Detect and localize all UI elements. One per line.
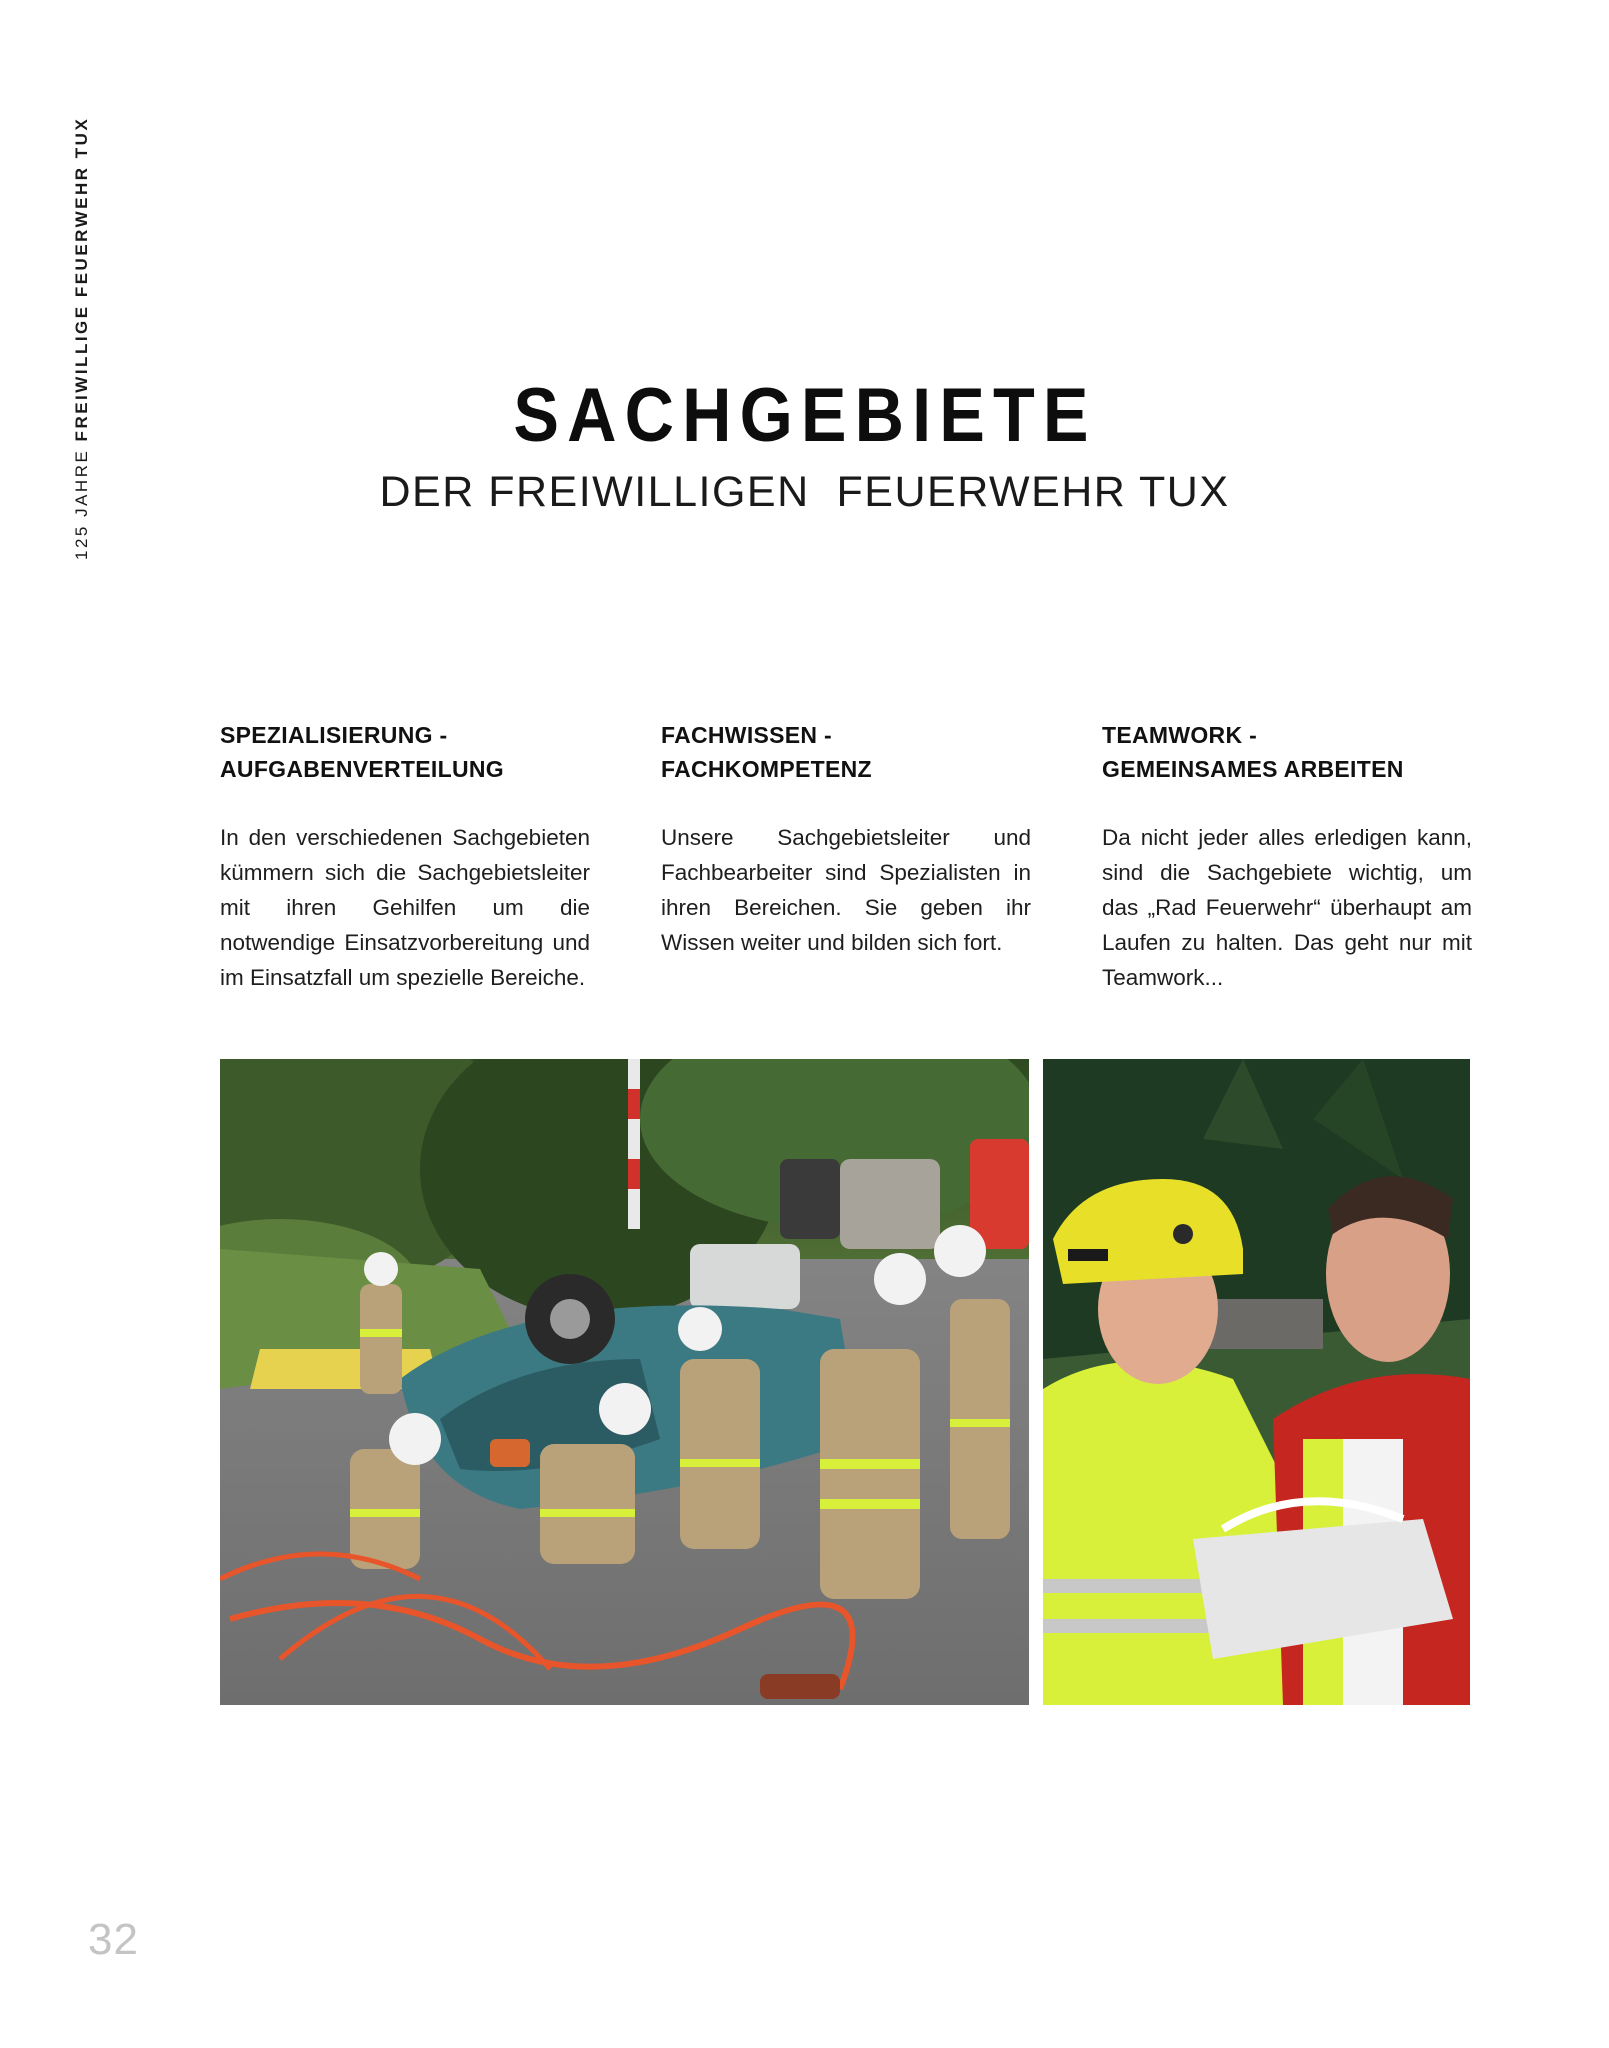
column-heading-line1: TEAMWORK - (1102, 722, 1258, 748)
column-body: Unsere Sachgebietsleiter und Fachbearbeiter sind Spezialisten in ihren Bereichen. Sie geben ihr Wissen weiter und bilden sich fort. (661, 825, 1031, 955)
firefighter-paramedic-image (1043, 1059, 1470, 1705)
column-heading (220, 718, 590, 786)
column-heading-line1: SPEZIALISIERUNG - (220, 722, 448, 748)
title-block (0, 373, 1609, 518)
rescue-exercise-photo (220, 1059, 1029, 1705)
page-title: SACHGEBIETE (512, 373, 1097, 458)
side-label-prefix: 125 JAHRE (72, 448, 91, 560)
column-teamwork (1102, 718, 1472, 995)
firefighter-paramedic-photo (1043, 1059, 1470, 1705)
column-specialization (220, 718, 590, 995)
column-heading-line2: GEMEINSAMES ARBEITEN (1102, 756, 1404, 782)
side-label-name: FREIWILLIGE FEUERWEHR TUX (72, 116, 91, 442)
page-number: 32 (88, 1915, 139, 1964)
column-heading-line1: FACHWISSEN - (661, 722, 832, 748)
column-heading (661, 718, 1031, 786)
rescue-exercise-image (220, 1059, 1029, 1705)
column-heading-line2: FACHKOMPETENZ (661, 756, 872, 782)
column-expertise (661, 718, 1031, 960)
page-subtitle: DER FREIWILLIGEN FEUERWEHR TUX (379, 468, 1230, 516)
column-body: Da nicht jeder alles erledigen kann, sind die Sachgebiete wichtig, um das „Rad Feuerwehr“ überhaupt am Laufen zu halten. Das geht nur mit Teamwork... (1102, 825, 1472, 990)
column-heading (1102, 718, 1472, 786)
column-body: In den verschiedenen Sachgebieten kümmern sich die Sachgebietsleiter mit ihren Gehilfen um die notwendige Einsatzvorbereitung und im Einsatzfall um spezielle Bereiche. (220, 825, 590, 990)
column-heading-line2: AUFGABENVERTEILUNG (220, 756, 504, 782)
